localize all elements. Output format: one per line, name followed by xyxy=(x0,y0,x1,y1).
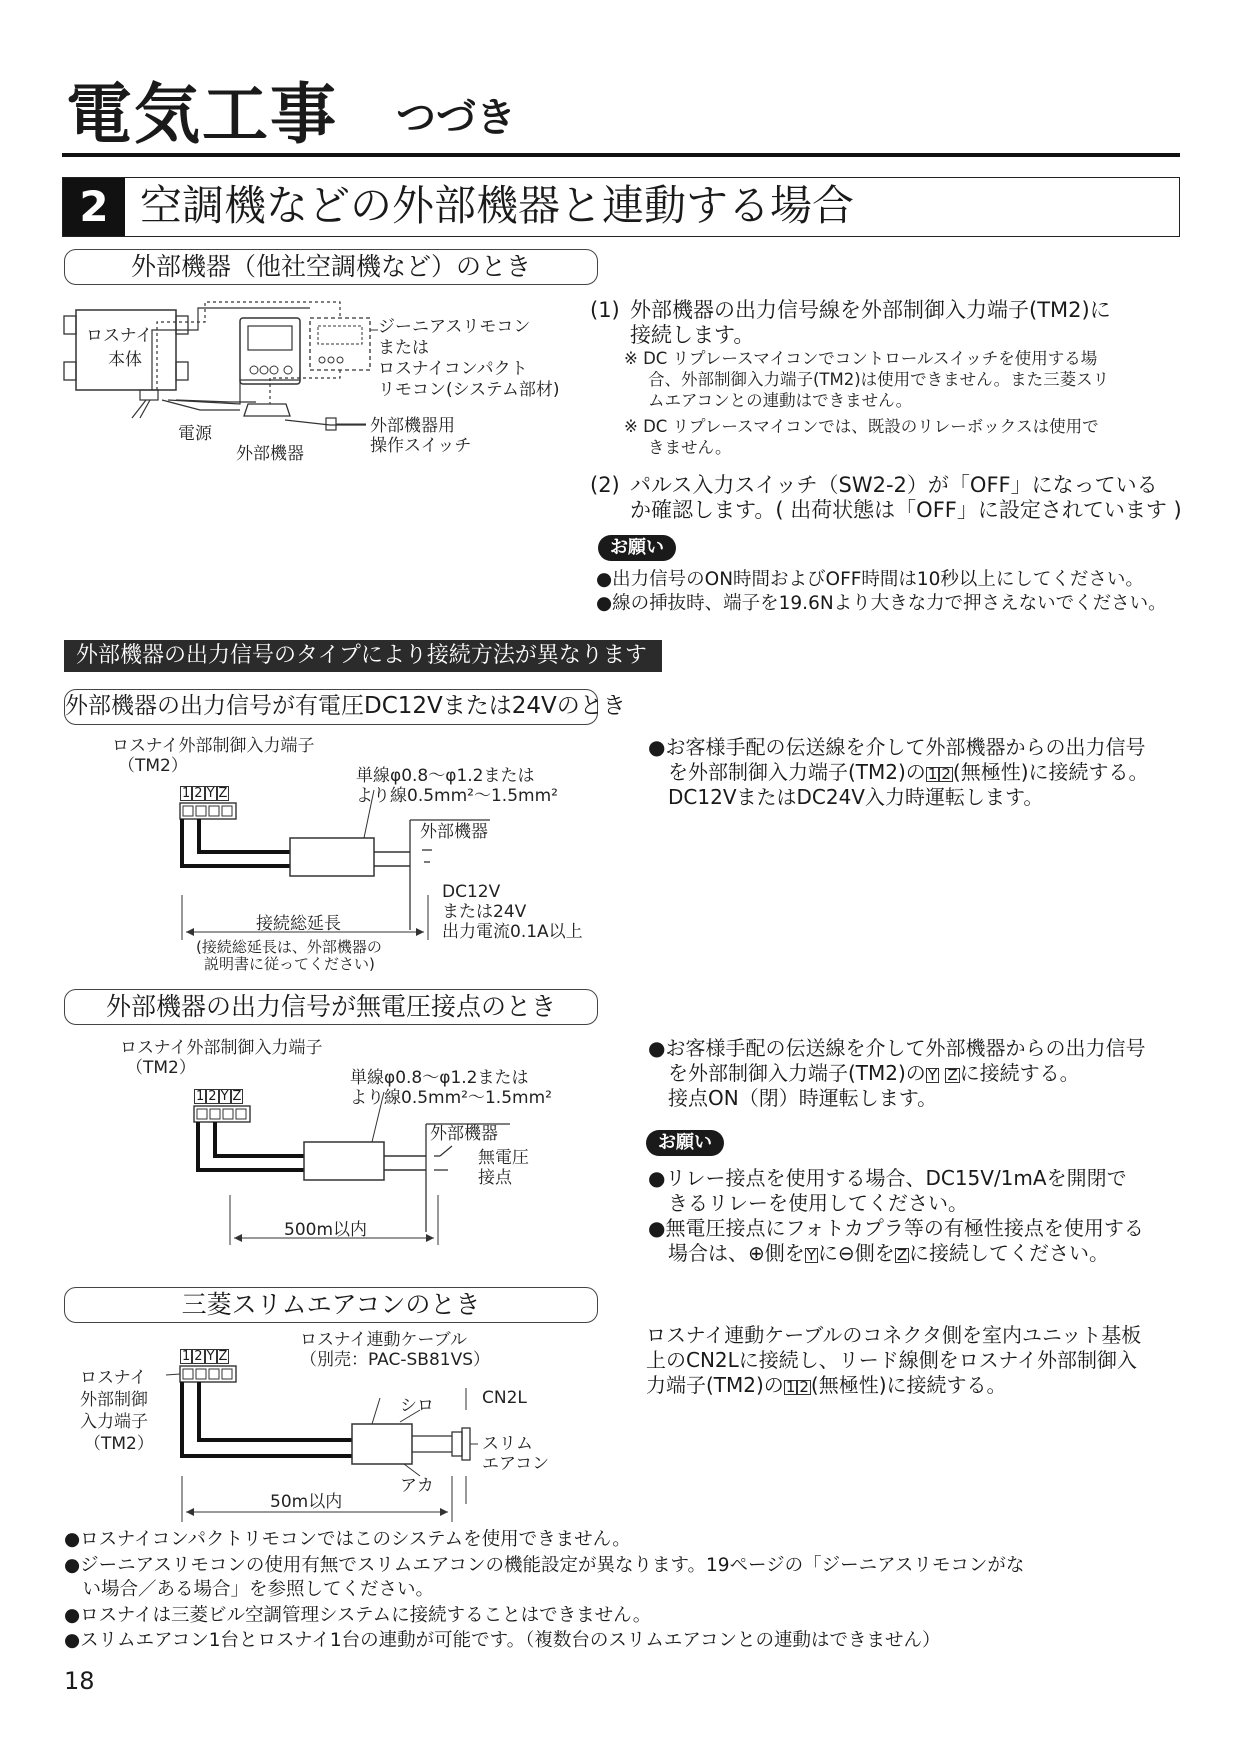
footer-note: ●スリムエアコン1台とロスナイ1台の連動が可能です。（複数台のスリムエアコンとの連動はできません） xyxy=(64,1630,941,1651)
sub3-contact-label-2: 接点 xyxy=(478,1168,512,1188)
sub2-desc-1: ●お客様手配の伝送線を介して外部機器からの出力信号 xyxy=(648,735,1146,759)
terminal-num: 2 xyxy=(799,1378,809,1396)
terminal-num: 1 xyxy=(182,786,191,801)
sub3-request-1a: ●リレー接点を使用する場合、DC15V/1mAを開閉で xyxy=(648,1166,1127,1190)
step1-number: (1) xyxy=(590,298,620,322)
sub3-desc-2b-text: に接続する。 xyxy=(959,1061,1080,1085)
sub4-aircon-label: スリム xyxy=(482,1434,533,1454)
page-number: 18 xyxy=(64,1667,95,1695)
sub2-desc-2b-text: (無極性)に接続する。 xyxy=(952,760,1149,784)
sub4-cn2l-label: CN2L xyxy=(482,1388,527,1408)
remote-label: ジーニアスリモコン xyxy=(378,317,531,337)
sub2-external-label: 外部機器 xyxy=(420,822,488,842)
step2-line1: パルス入力スイッチ（SW2-2）が「OFF」になっている xyxy=(630,473,1158,497)
step1-line1: 外部機器の出力信号線を外部制御入力端子(TM2)に xyxy=(630,298,1111,322)
sub2-heading: 外部機器の出力信号が有電圧DC12Vまたは24Vのとき xyxy=(64,689,598,725)
terminal-num: Z xyxy=(218,1349,228,1364)
section-number: 2 xyxy=(63,178,125,236)
sub4-terminal-label: ロスナイ xyxy=(80,1368,147,1388)
footer-note: ●ジーニアスリモコンの使用有無でスリムエアコンの機能設定が異なります。19ページの「ジーニアスリモコンがな xyxy=(64,1555,1025,1576)
remote-label-3: ロスナイコンパクト xyxy=(378,359,528,379)
sub3-desc-1: ●お客様手配の伝送線を介して外部機器からの出力信号 xyxy=(648,1036,1146,1060)
sub3-desc-3: 接点ON（閉）時運転します。 xyxy=(668,1086,938,1110)
sub4-length-label: 50m以内 xyxy=(270,1492,343,1512)
external-device-label: 外部機器 xyxy=(236,444,304,464)
terminal-num: Z xyxy=(896,1246,907,1264)
sub4-desc-3-text: 力端子(TM2)の xyxy=(646,1373,784,1397)
switch-label-2: 操作スイッチ xyxy=(370,436,472,456)
sub2-desc-2-text: を外部制御入力端子(TM2)の xyxy=(668,760,926,784)
request-badge: お願い xyxy=(598,535,676,561)
sub4-desc-1: ロスナイ連動ケーブルのコネクタ側を室内ユニット基板 xyxy=(646,1323,1142,1347)
sub2-wire-spec-2: より線0.5mm²〜1.5mm² xyxy=(356,786,558,806)
sub3-terminal-label-2: （TM2） xyxy=(126,1058,196,1078)
sub3-request-badge: お願い xyxy=(646,1130,724,1156)
request-item-1: ●出力信号のON時間およびOFF時間は10秒以上にしてください。 xyxy=(596,569,1144,590)
remote-label-4: リモコン(システム部材) xyxy=(378,380,560,400)
sub2-terminal-label: ロスナイ外部制御入力端子 xyxy=(112,736,315,756)
terminal-num: 1 xyxy=(182,1349,191,1364)
terminal-num: 1 xyxy=(785,1378,796,1396)
step2-line2: か確認します。( 出荷状態は「OFF」に設定されています ) xyxy=(630,498,1182,522)
unit-label-2: 本体 xyxy=(108,350,142,370)
sub3-length-label: 500m以内 xyxy=(284,1220,368,1240)
terminal-num: Y xyxy=(206,786,215,801)
sub4-terminal-label-4: （TM2） xyxy=(84,1434,154,1454)
sub4-desc-3 xyxy=(646,1372,1007,1398)
sub1-heading: 外部機器（他社空調機など）のとき xyxy=(64,249,598,285)
sub2-wire-spec: 単線φ0.8〜φ1.2または xyxy=(356,766,535,786)
terminal-num: Y xyxy=(206,1349,215,1364)
note2-line1: ※ DC リプレースマイコンでは、既設のリレーボックスは使用で xyxy=(624,417,1099,436)
unit-label: ロスナイ xyxy=(86,326,153,346)
step2-number: (2) xyxy=(590,473,620,497)
page-title: 電気工事 xyxy=(66,76,338,153)
footer-note: い場合／ある場合」を参照してください。 xyxy=(64,1579,435,1600)
terminal-num: 2 xyxy=(194,786,203,801)
sub3-request-2d-text: に接続してください。 xyxy=(908,1241,1109,1265)
sub4-desc-3b-text: (無極性)に接続する。 xyxy=(810,1373,1007,1397)
terminal-num: Y xyxy=(927,1066,937,1084)
sub4-desc-2: 上のCN2Lに接続し、リード線側をロスナイ外部制御入 xyxy=(646,1348,1137,1372)
terminal-num: Z xyxy=(218,786,228,801)
power-label: 電源 xyxy=(178,424,212,444)
sub4-cable-label: ロスナイ連動ケーブル xyxy=(300,1330,467,1350)
sub2-dc-label-2: または24V xyxy=(442,902,527,922)
terminal-num: Y xyxy=(220,1089,229,1104)
sub3-wire-spec: 単線φ0.8〜φ1.2または xyxy=(350,1068,529,1088)
terminal-num: Y xyxy=(806,1246,816,1264)
terminal-num: 2 xyxy=(208,1089,217,1104)
connection-type-banner: 外部機器の出力信号のタイプにより接続方法が異なります xyxy=(64,640,662,672)
sub2-length-label: 接続総延長 xyxy=(256,914,341,934)
terminal-num: 1 xyxy=(927,765,938,783)
note1-line1: ※ DC リプレースマイコンでコントロールスイッチを使用する場 xyxy=(624,349,1098,368)
sub4-white-label: シロ xyxy=(400,1396,434,1416)
terminal-num: Z xyxy=(232,1089,242,1104)
sub4-terminal-numbers xyxy=(180,1349,229,1364)
sub2-dc-label: DC12V xyxy=(442,882,501,902)
sub3-request-2b-text: 場合は、⊕側を xyxy=(668,1241,805,1265)
sub3-request-2a: ●無電圧接点にフォトカプラ等の有極性接点を使用する xyxy=(648,1216,1144,1240)
step1-line2: 接続します。 xyxy=(630,323,755,347)
sub2-terminal-label-2: （TM2） xyxy=(118,756,188,776)
note1-line3: ムエアコンとの連動はできません。 xyxy=(648,391,913,410)
note1-line2: 合、外部制御入力端子(TM2)は使用できません。また三菱スリ xyxy=(648,370,1110,389)
switch-label: 外部機器用 xyxy=(370,416,455,436)
sub4-terminal-label-2: 外部制御 xyxy=(80,1390,148,1410)
terminal-num: Z xyxy=(947,1066,958,1084)
sub2-length-note: (接続総延長は、外部機器の xyxy=(196,938,382,956)
sub2-dc-label-3: 出力電流0.1A以上 xyxy=(442,922,583,942)
terminal-num: 2 xyxy=(194,1349,203,1364)
sub4-red-label: アカ xyxy=(400,1476,434,1496)
request-item-2: ●線の挿抜時、端子を19.6Nより大きな力で押さえないでください。 xyxy=(596,593,1167,614)
terminal-num: 1 xyxy=(196,1089,205,1104)
footer-note: ●ロスナイは三菱ビル空調管理システムに接続することはできません。 xyxy=(64,1605,652,1626)
sub4-heading: 三菱スリムエアコンのとき xyxy=(64,1287,598,1323)
sub3-external-label: 外部機器 xyxy=(430,1124,498,1144)
sub3-desc-2-text: を外部制御入力端子(TM2)の xyxy=(668,1061,926,1085)
terminal-num: 2 xyxy=(941,765,951,783)
sub3-request-2c-text: に⊖側を xyxy=(817,1241,895,1265)
sub3-heading: 外部機器の出力信号が無電圧接点のとき xyxy=(64,989,598,1025)
sub4-terminal-label-3: 入力端子 xyxy=(80,1412,148,1432)
sub4-cable-label-2: （別売：PAC-SB81VS） xyxy=(300,1350,491,1370)
footer-note: ●ロスナイコンパクトリモコンではこのシステムを使用できません。 xyxy=(64,1529,631,1550)
sub3-contact-label: 無電圧 xyxy=(478,1148,529,1168)
sub2-desc-3: DC12VまたはDC24V入力時運転します。 xyxy=(668,785,1044,809)
section-title: 空調機などの外部機器と連動する場合 xyxy=(140,181,855,230)
sub4-aircon-label-2: エアコン xyxy=(482,1454,550,1474)
page-subtitle: つづき xyxy=(396,95,516,141)
sub3-request-1b: きるリレーを使用してください。 xyxy=(668,1191,968,1215)
sub3-wire-spec-2: より線0.5mm²〜1.5mm² xyxy=(350,1088,552,1108)
remote-label-2: または xyxy=(378,338,429,358)
sub3-terminal-label: ロスナイ外部制御入力端子 xyxy=(120,1038,323,1058)
note2-line2: きません。 xyxy=(648,438,732,457)
sub2-length-note-2: 説明書に従ってください) xyxy=(204,955,375,973)
